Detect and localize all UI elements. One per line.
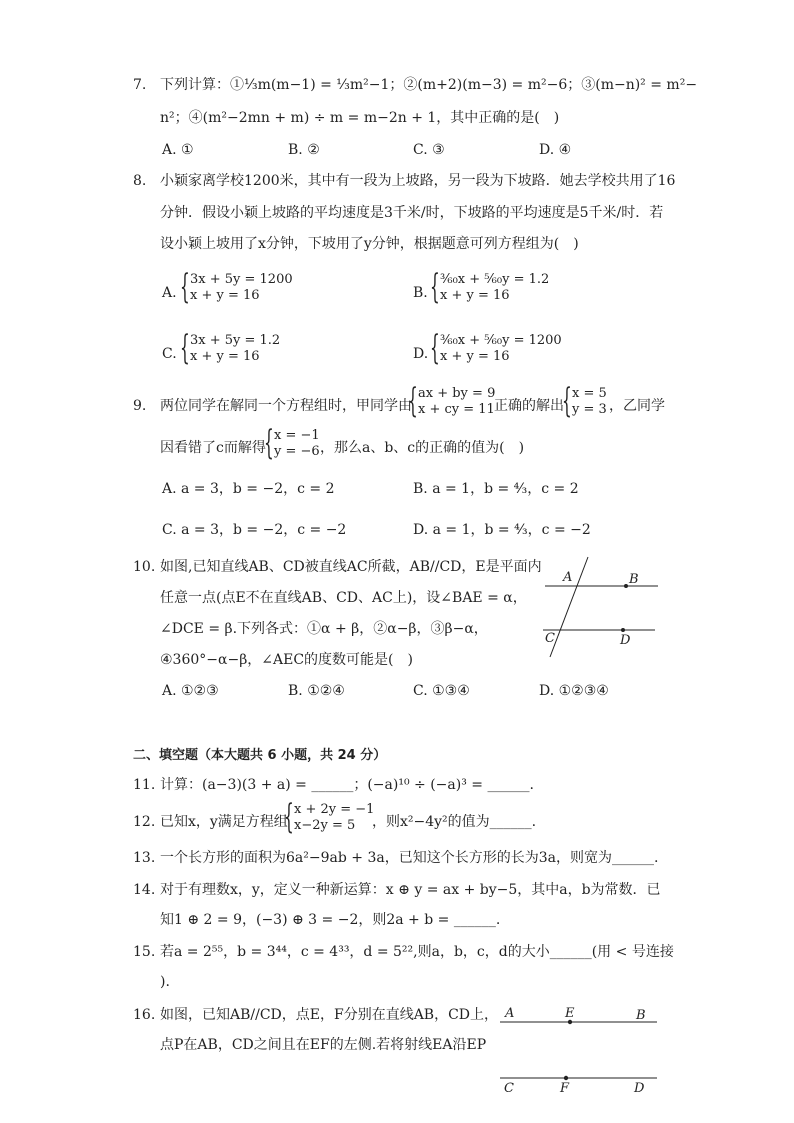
brace-icon: { — [180, 267, 190, 307]
q16-number: 16. — [133, 1007, 156, 1023]
point-f — [564, 1076, 568, 1080]
q10-figure — [535, 555, 665, 665]
q16-text-line1: 如图，已知AB//CD，点E，F分别在直线AB，CD上， — [160, 1007, 499, 1023]
q7-option-c[interactable]: C. ③ — [413, 142, 445, 158]
equation-row: 3x + 5y = 1.2 — [190, 333, 281, 348]
equation-row: 3x + 5y = 1200 — [190, 272, 293, 287]
q12-text-part2: ，则x²−4y²的值为______. — [372, 814, 537, 830]
q10-text-line2: 任意一点(点E不在直线AB、CD、AC上)，设∠BAE = α， — [160, 590, 527, 606]
q8-number: 8. — [133, 173, 147, 189]
equation-row: y = 3 — [572, 402, 607, 417]
q11-number: 11. — [133, 777, 156, 793]
q10-option-a[interactable]: A. ①②③ — [162, 683, 219, 699]
q8-option-a-label[interactable]: A. — [162, 285, 177, 301]
brace-icon: { — [408, 381, 418, 421]
label-a: A — [563, 570, 573, 585]
q7-number: 7. — [133, 77, 147, 93]
q14-text-line2: 知1 ⊕ 2 = 9，(−3) ⊕ 3 = −2，则2a + b = ______. — [160, 912, 501, 928]
q7-text-line1: 下列计算：①⅓m(m−1) = ⅓m²−1；②(m+2)(m−3) = m²−6；③(m−n)² = m²− — [160, 77, 698, 93]
q9-number: 9. — [133, 398, 147, 414]
equation-row: x = −1 — [274, 428, 320, 443]
equation-row: x = 5 — [572, 386, 607, 401]
q8-text-line3: 设小颖上坡用了x分钟，下坡用了y分钟，根据题意可列方程组为( ) — [160, 236, 579, 252]
label-d: D — [634, 1081, 645, 1096]
point-b — [624, 584, 628, 588]
equation-row: x + y = 16 — [440, 349, 510, 364]
brace-icon: { — [264, 423, 274, 463]
q8-option-c-label[interactable]: C. — [162, 346, 177, 362]
equation-row: x + cy = 11 — [418, 402, 495, 417]
q9-text-part1: 两位同学在解同一个方程组时，甲同学由 — [160, 398, 412, 414]
q9-option-a[interactable]: A. a = 3，b = −2，c = 2 — [162, 481, 335, 497]
brace-icon: { — [284, 797, 294, 837]
label-c: C — [504, 1081, 514, 1096]
q10-text-line1: 如图,已知直线AB、CD被直线AC所截，AB//CD，E是平面内 — [160, 559, 542, 575]
equation-row: x + 2y = −1 — [294, 802, 375, 817]
q14-number: 14. — [133, 882, 156, 898]
q13-text: 一个长方形的面积为6a²−9ab + 3a，已知这个长方形的长为3a，则宽为______. — [160, 850, 659, 866]
label-c: C — [545, 631, 555, 646]
q10-text-line3: ∠DCE = β.下列各式：①α + β，②α−β，③β−α， — [160, 621, 488, 637]
label-a: A — [505, 1006, 515, 1021]
q16-text-line2: 点P在AB，CD之间且在EF的左侧.若将射线EA沿EP — [160, 1037, 487, 1053]
q9-option-d[interactable]: D. a = 1，b = ⁴⁄₃，c = −2 — [413, 522, 591, 538]
equation-row: ³⁄₆₀x + ⁵⁄₆₀y = 1.2 — [440, 272, 550, 287]
brace-icon: { — [430, 267, 440, 307]
q7-option-d[interactable]: D. ④ — [539, 142, 572, 158]
q7-option-a[interactable]: A. ① — [162, 142, 194, 158]
equation-row: x + y = 16 — [440, 288, 510, 303]
q15-text-line2: ). — [160, 974, 170, 990]
q15-number: 15. — [133, 944, 156, 960]
equation-row: x + y = 16 — [190, 349, 260, 364]
equation-row: x−2y = 5 — [294, 818, 356, 833]
q10-number: 10. — [133, 559, 156, 575]
q16-figure — [495, 1000, 665, 1100]
q9-option-c[interactable]: C. a = 3，b = −2，c = −2 — [162, 522, 347, 538]
q10-option-d[interactable]: D. ①②③④ — [539, 683, 609, 699]
q9-text-part2: 正确的解出 — [494, 398, 564, 414]
equation-row: y = −6 — [274, 444, 320, 459]
equation-row: x + y = 16 — [190, 288, 260, 303]
q10-option-c[interactable]: C. ①③④ — [413, 683, 470, 699]
equation-row: ax + by = 9 — [418, 386, 496, 401]
q8-option-d-label[interactable]: D. — [413, 346, 429, 362]
q9-text-part5: ，那么a、b、c的正确的值为( ) — [320, 440, 525, 456]
q10-text-line4: ④360°−α−β，∠AEC的度数可能是( ) — [160, 652, 413, 668]
q10-option-b[interactable]: B. ①②④ — [288, 683, 345, 699]
q8-option-b-label[interactable]: B. — [413, 285, 428, 301]
label-b: B — [629, 572, 639, 587]
q8-text-line2: 分钟．假设小颖上坡路的平均速度是3千米/时，下坡路的平均速度是5千米/时．若 — [160, 205, 664, 221]
label-e: E — [565, 1006, 575, 1021]
brace-icon: { — [180, 328, 190, 368]
q9-text-part3: ，乙同学 — [609, 398, 665, 414]
brace-icon: { — [430, 328, 440, 368]
q8-text-line1: 小颖家离学校1200米，其中有一段为上坡路，另一段为下坡路．她去学校共用了16 — [160, 173, 676, 189]
q13-number: 13. — [133, 850, 156, 866]
q12-text-part1: 已知x，y满足方程组 — [160, 814, 288, 830]
q15-text-line1: 若a = 2⁵⁵，b = 3⁴⁴，c = 4³³，d = 5²²,则a，b，c，d的大小______(用 < 号连接 — [160, 944, 674, 960]
q14-text-line1: 对于有理数x，y，定义一种新运算：x ⊕ y = ax + by−5，其中a，b为常数．已 — [160, 882, 661, 898]
point-d — [621, 628, 625, 632]
q11-text: 计算：(a−3)(3 + a) = ______；(−a)¹⁰ ÷ (−a)³ = ______. — [160, 777, 534, 793]
label-f: F — [560, 1081, 570, 1096]
q9-text-part4: 因看错了c而解得 — [160, 440, 266, 456]
label-d: D — [620, 633, 631, 648]
q7-text-line2: n²；④(m²−2mn + m) ÷ m = m−2n + 1，其中正确的是( ) — [160, 110, 560, 126]
brace-icon: { — [562, 381, 572, 421]
equation-row: ³⁄₆₀x + ⁵⁄₆₀y = 1200 — [440, 333, 562, 348]
q7-option-b[interactable]: B. ② — [288, 142, 320, 158]
q12-number: 12. — [133, 814, 156, 830]
q9-option-b[interactable]: B. a = 1，b = ⁴⁄₃，c = 2 — [413, 481, 579, 497]
section-heading: 二、填空题（本大题共 6 小题，共 24 分） — [133, 748, 387, 763]
label-b: B — [636, 1008, 646, 1023]
